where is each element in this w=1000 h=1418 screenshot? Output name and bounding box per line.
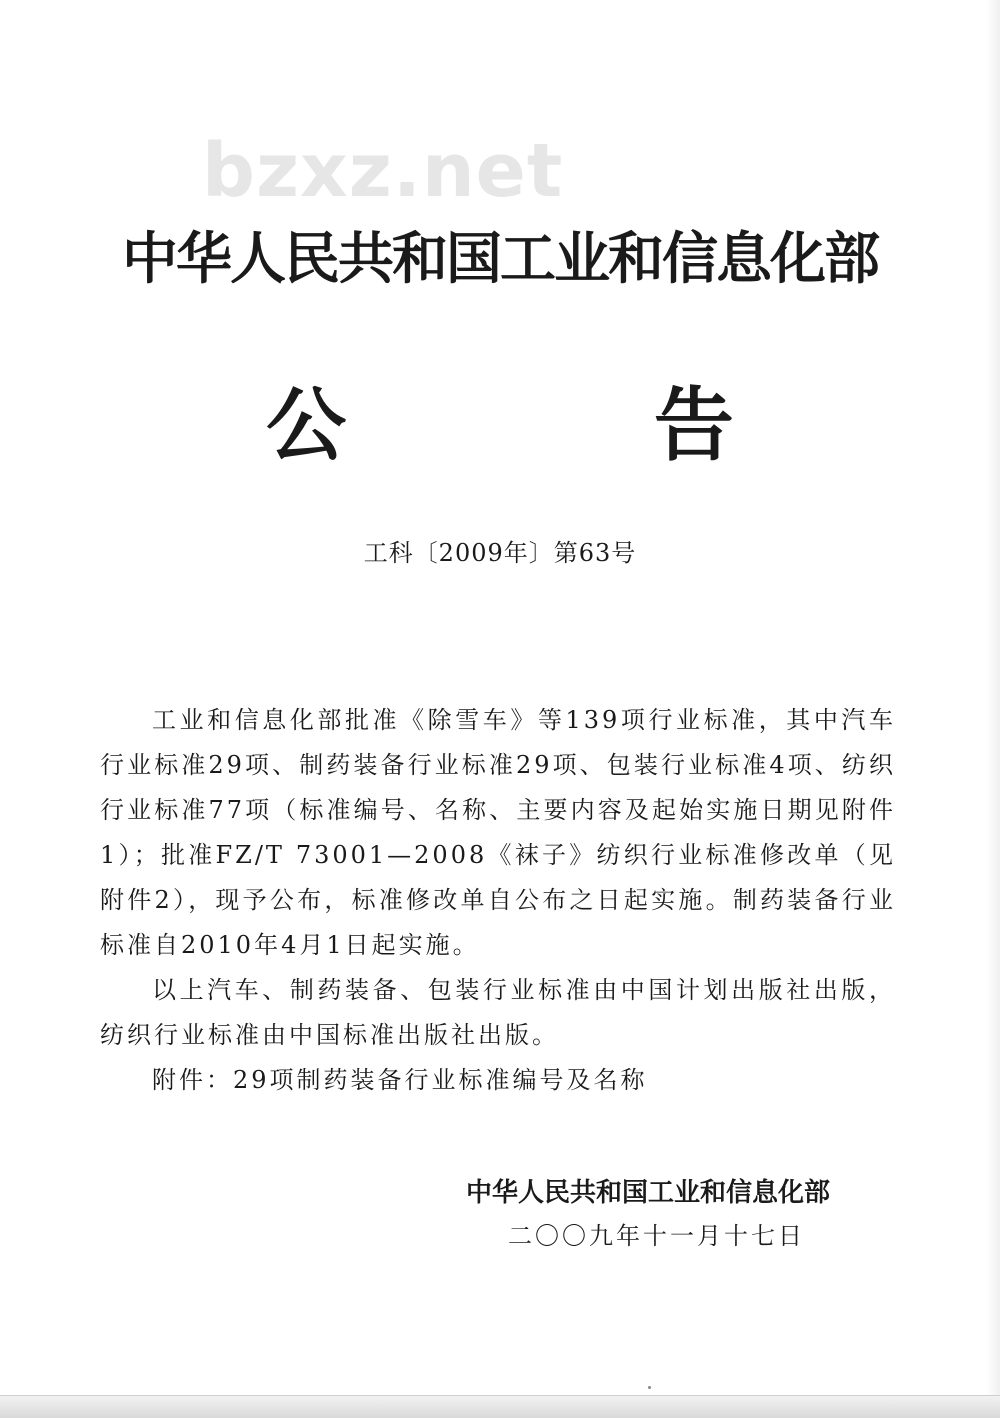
body-paragraph: 以上汽车、制药装备、包装行业标准由中国计划出版社出版，纺织行业标准由中国标准出版社出版。 <box>100 976 896 1049</box>
body-paragraph: 工业和信息化部批准《除雪车》等139项行业标准，其中汽车行业标准29项、制药装备行业标准29项、包装行业标准4项、纺织行业标准77项（标准编号、名称、主要内容及起始实施日期见附件1）；批准FZ/T 73001—2008《袜子》纺织行业标准修改单（见附件2），现予公布，标准修改单自公布之日起实施。制药装备行业标准自2010年4月1日起实施。 <box>100 706 896 959</box>
viewer-bottom-bar <box>0 1395 1000 1418</box>
page-edge-shadow <box>986 0 1000 1418</box>
watermark-text: bzxz.net <box>202 128 564 214</box>
scan-speck <box>648 1386 651 1389</box>
document-number: 工科〔2009年〕第63号 <box>363 539 637 567</box>
announcement-title: 公 告 <box>266 379 874 472</box>
signature-block <box>466 1180 866 1248</box>
announcement-body <box>100 698 896 1103</box>
signature-organization: 中华人民共和国工业和信息化部 <box>466 1178 831 1208</box>
attachment-line: 附件：29项制药装备行业标准编号及名称 <box>152 1066 648 1094</box>
signature-date: 二〇〇九年十一月十七日 <box>508 1222 805 1250</box>
ministry-title: 中华人民共和国工业和信息化部 <box>122 227 878 292</box>
